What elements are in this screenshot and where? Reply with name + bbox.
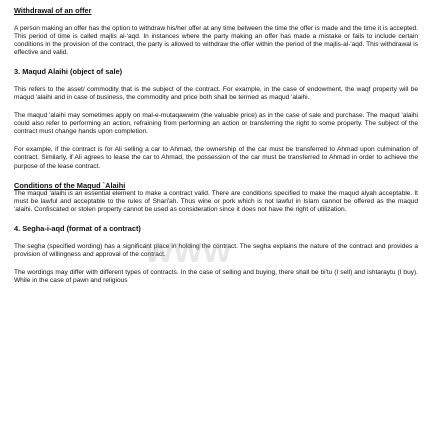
paragraph-maqud-1: This refers to the asset/ commodity that is the subject of the contract. For example, in the case of endowment, the waqf property will be maqud 'alaihi and in case of business, the commodity and price both shall be termed as maqud 'alaihi.: [14, 86, 418, 102]
heading-maqud-alaihi: 3. Maqud Alaihi (object of sale): [14, 67, 123, 77]
paragraph-maqud-2: The maqud 'alaihi may sometimes apply on mal-e-mutaqawwim (the valuable price) as in the case of sale and purchase. The maqud 'alaihi could also refer to performing an action, refraining from performing an action or transferring the right to some property. The subject of the contract must change hands upon completion.: [14, 112, 418, 136]
paragraph-segha-1: The segha (specified wording) has a significant place in holding the contract. The segha explains the nature of the contract and provides a provision of willingness and approval of the contract.: [14, 242, 418, 258]
heading-withdrawal: Withdrawal of an offer: [14, 6, 92, 15]
paragraph-conditions: The maqud 'alaihi is an essential element to make a contract valid. There are conditions specified to make the maqud alyah acceptable. It must be lawful and acceptable to the rules of Shari'ah. Thus wine or pork which is not lawful in Islam cannot be offered as the maqud 'alaihi. Confiscated or stolen property cannot be used as consideration since it does not have the right of utilization.: [14, 189, 418, 213]
paragraph-segha-2: The wordings may differ with different types of contracts. In the case of selling and buying, there shall be bi'tu (I sell) and ishtaraytu (I buy). While in the case of pawn and religious: [14, 268, 418, 284]
paragraph-withdrawal: A person making an offer has the option to withdraw his/her offer at any time between the time the offer is made and the time it is accepted. This period of time is called majlis al-'aqd. In instances where the party making an offer has made a mistake or fails to include certain conditions in the provision of the contract, the party is allowed to withdraw the offer within the period of the majlis-al-'aqd. This withdrawal is effective and valid.: [14, 25, 418, 57]
heading-segha: 4. Segha-i-aqd (format of a contract): [14, 223, 141, 233]
heading-conditions: Conditions of the Maqud `Alaihi: [14, 180, 126, 190]
paragraph-maqud-3: For example, if the contract is for Ali selling a car to Ahmad, the ownership of the car must be transferred to Ahmad upon culmination of contract. Similarly, if Ali agrees to lease the car to Ahmad, the possession of the car must be transferred to Ahmad in order to achieve the purpose of the lease contract.: [14, 146, 418, 170]
watermark: www: [145, 229, 233, 270]
